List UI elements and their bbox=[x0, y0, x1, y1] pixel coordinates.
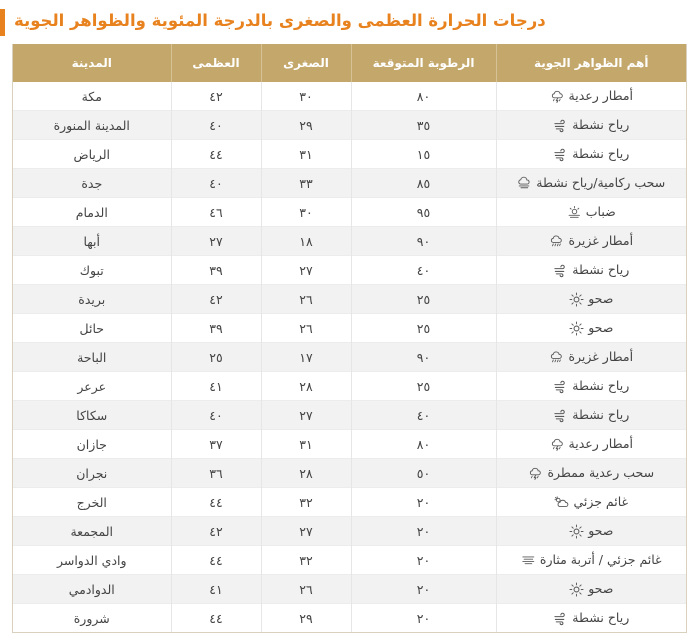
cell-city: الرياض bbox=[13, 140, 171, 169]
phenomena-label: رياح نشطة bbox=[572, 609, 630, 625]
table-row bbox=[13, 198, 686, 227]
phenomena-label: غائم جزئي bbox=[573, 493, 629, 509]
cell-city: الدمام bbox=[13, 198, 171, 227]
table-body bbox=[13, 82, 686, 632]
cell-city: المدينة المنورة bbox=[13, 111, 171, 140]
cell-min-temp: ٢٨ bbox=[261, 372, 351, 401]
phenomena-label: أمطار غزيرة bbox=[568, 232, 634, 248]
cell-city: الدوادمي bbox=[13, 575, 171, 604]
sun-icon bbox=[569, 292, 584, 307]
cell-humidity: ٣٥ bbox=[351, 111, 496, 140]
page-title-row bbox=[0, 0, 699, 44]
cell-min-temp: ٢٦ bbox=[261, 285, 351, 314]
cell-min-temp: ٣٣ bbox=[261, 169, 351, 198]
cell-city: جدة bbox=[13, 169, 171, 198]
table-row bbox=[13, 488, 686, 517]
cell-humidity: ٢٥ bbox=[351, 285, 496, 314]
cell-min-temp: ٣٢ bbox=[261, 546, 351, 575]
cell-city: أبها bbox=[13, 227, 171, 256]
table-header bbox=[13, 44, 686, 82]
table-row bbox=[13, 140, 686, 169]
cell-city: الباحة bbox=[13, 343, 171, 372]
cell-phenomena bbox=[496, 488, 686, 517]
cell-max-temp: ٣٩ bbox=[171, 256, 261, 285]
cell-city: المجمعة bbox=[13, 517, 171, 546]
wind-icon bbox=[553, 147, 568, 162]
fog-icon bbox=[567, 205, 582, 220]
table-row bbox=[13, 111, 686, 140]
cell-phenomena bbox=[496, 82, 686, 111]
wind-icon bbox=[553, 408, 568, 423]
cell-phenomena bbox=[496, 314, 686, 343]
cell-humidity: ٨٠ bbox=[351, 82, 496, 111]
sun-icon bbox=[569, 582, 584, 597]
table-row bbox=[13, 459, 686, 488]
cell-min-temp: ٢٦ bbox=[261, 314, 351, 343]
cell-max-temp: ٤٤ bbox=[171, 140, 261, 169]
cell-city: سكاكا bbox=[13, 401, 171, 430]
cell-max-temp: ٣٦ bbox=[171, 459, 261, 488]
cell-min-temp: ١٧ bbox=[261, 343, 351, 372]
cell-humidity: ٢٠ bbox=[351, 546, 496, 575]
cell-phenomena bbox=[496, 372, 686, 401]
phenomena-label: أمطار رعدية bbox=[568, 435, 633, 451]
cell-min-temp: ٣٠ bbox=[261, 82, 351, 111]
cell-phenomena bbox=[496, 459, 686, 488]
cell-phenomena bbox=[496, 111, 686, 140]
cell-humidity: ٩٥ bbox=[351, 198, 496, 227]
cell-humidity: ٥٠ bbox=[351, 459, 496, 488]
cell-max-temp: ٤٠ bbox=[171, 111, 261, 140]
cell-city: بريدة bbox=[13, 285, 171, 314]
cell-humidity: ٢٠ bbox=[351, 604, 496, 633]
cell-humidity: ٩٠ bbox=[351, 343, 496, 372]
dust-icon bbox=[521, 553, 536, 568]
table-row bbox=[13, 604, 686, 633]
cell-phenomena bbox=[496, 198, 686, 227]
cell-max-temp: ٢٧ bbox=[171, 227, 261, 256]
cell-phenomena bbox=[496, 575, 686, 604]
cell-humidity: ٢٥ bbox=[351, 372, 496, 401]
wind-icon bbox=[553, 118, 568, 133]
table-row bbox=[13, 227, 686, 256]
cell-max-temp: ٤٦ bbox=[171, 198, 261, 227]
cell-min-temp: ٣١ bbox=[261, 140, 351, 169]
cell-max-temp: ٤٠ bbox=[171, 401, 261, 430]
table-row bbox=[13, 372, 686, 401]
column-header-max: العظمى bbox=[171, 44, 261, 82]
column-header-city: المدينة bbox=[13, 44, 171, 82]
cell-min-temp: ٣٠ bbox=[261, 198, 351, 227]
cell-humidity: ٢٠ bbox=[351, 517, 496, 546]
table-row bbox=[13, 575, 686, 604]
table-row bbox=[13, 517, 686, 546]
cell-phenomena bbox=[496, 256, 686, 285]
weather-table bbox=[13, 44, 686, 632]
cell-min-temp: ٢٩ bbox=[261, 604, 351, 633]
phenomena-label: أمطار رعدية bbox=[568, 87, 633, 103]
heavy-rain-icon bbox=[549, 234, 564, 249]
thunderstorm-icon bbox=[550, 437, 565, 452]
cell-max-temp: ٤٤ bbox=[171, 604, 261, 633]
cell-max-temp: ٤١ bbox=[171, 372, 261, 401]
table-row bbox=[13, 546, 686, 575]
cell-min-temp: ١٨ bbox=[261, 227, 351, 256]
cell-city: نجران bbox=[13, 459, 171, 488]
cell-humidity: ٢٥ bbox=[351, 314, 496, 343]
table-row bbox=[13, 256, 686, 285]
cell-max-temp: ٤٤ bbox=[171, 488, 261, 517]
phenomena-label: رياح نشطة bbox=[572, 406, 630, 422]
cell-min-temp: ٢٧ bbox=[261, 401, 351, 430]
cell-humidity: ٢٠ bbox=[351, 488, 496, 517]
cell-min-temp: ٢٧ bbox=[261, 517, 351, 546]
cell-phenomena bbox=[496, 546, 686, 575]
cell-min-temp: ٣٢ bbox=[261, 488, 351, 517]
table-row bbox=[13, 82, 686, 111]
phenomena-label: سحب رعدية ممطرة bbox=[547, 464, 655, 480]
cell-phenomena bbox=[496, 401, 686, 430]
cell-phenomena bbox=[496, 285, 686, 314]
phenomena-label: رياح نشطة bbox=[572, 261, 630, 277]
phenomena-label: صحو bbox=[588, 522, 614, 538]
cell-max-temp: ٤٢ bbox=[171, 517, 261, 546]
cell-humidity: ٩٠ bbox=[351, 227, 496, 256]
cell-city: مكة bbox=[13, 82, 171, 111]
phenomena-label: صحو bbox=[588, 290, 614, 306]
cell-max-temp: ٣٩ bbox=[171, 314, 261, 343]
cell-city: الخرج bbox=[13, 488, 171, 517]
cell-phenomena bbox=[496, 169, 686, 198]
cell-city: شرورة bbox=[13, 604, 171, 633]
cell-max-temp: ٤٠ bbox=[171, 169, 261, 198]
column-header-humidity: الرطوبة المتوقعة bbox=[351, 44, 496, 82]
phenomena-label: سحب ركامية/رياح نشطة bbox=[536, 174, 666, 190]
cumulus-cloud-icon bbox=[517, 176, 532, 191]
phenomena-label: غائم جزئي / أتربة مثارة bbox=[539, 551, 662, 567]
cell-humidity: ٨٠ bbox=[351, 430, 496, 459]
cell-max-temp: ٣٧ bbox=[171, 430, 261, 459]
cell-min-temp: ٢٧ bbox=[261, 256, 351, 285]
phenomena-label: صحو bbox=[588, 580, 614, 596]
sun-icon bbox=[569, 321, 584, 336]
cell-min-temp: ٢٨ bbox=[261, 459, 351, 488]
cell-max-temp: ٤٢ bbox=[171, 82, 261, 111]
title-accent-bar bbox=[0, 9, 5, 36]
cell-humidity: ٢٠ bbox=[351, 575, 496, 604]
sun-icon bbox=[569, 524, 584, 539]
phenomena-label: رياح نشطة bbox=[572, 377, 630, 393]
thunderstorm-icon bbox=[550, 89, 565, 104]
heavy-rain-icon bbox=[549, 350, 564, 365]
column-header-min: الصغرى bbox=[261, 44, 351, 82]
cell-min-temp: ٢٦ bbox=[261, 575, 351, 604]
cell-humidity: ١٥ bbox=[351, 140, 496, 169]
wind-icon bbox=[553, 611, 568, 626]
phenomena-label: ضباب bbox=[585, 203, 616, 219]
cell-phenomena bbox=[496, 517, 686, 546]
cell-min-temp: ٣١ bbox=[261, 430, 351, 459]
cell-max-temp: ٤١ bbox=[171, 575, 261, 604]
cell-phenomena bbox=[496, 140, 686, 169]
cell-max-temp: ٤٤ bbox=[171, 546, 261, 575]
cell-city: تبوك bbox=[13, 256, 171, 285]
weather-table-container bbox=[12, 44, 687, 633]
cell-city: حائل bbox=[13, 314, 171, 343]
cell-max-temp: ٤٢ bbox=[171, 285, 261, 314]
table-row bbox=[13, 401, 686, 430]
phenomena-label: أمطار غزيرة bbox=[568, 348, 634, 364]
cell-min-temp: ٢٩ bbox=[261, 111, 351, 140]
table-row bbox=[13, 169, 686, 198]
cell-city: عرعر bbox=[13, 372, 171, 401]
partly-cloudy-icon bbox=[554, 495, 569, 510]
table-row bbox=[13, 314, 686, 343]
phenomena-label: رياح نشطة bbox=[572, 116, 630, 132]
phenomena-label: صحو bbox=[588, 319, 614, 335]
table-row bbox=[13, 285, 686, 314]
cell-humidity: ٤٠ bbox=[351, 256, 496, 285]
wind-icon bbox=[553, 379, 568, 394]
cell-humidity: ٨٥ bbox=[351, 169, 496, 198]
cell-phenomena bbox=[496, 604, 686, 633]
phenomena-label: رياح نشطة bbox=[572, 145, 630, 161]
cell-phenomena bbox=[496, 343, 686, 372]
column-header-phenomena: أهم الظواهر الجوية bbox=[496, 44, 686, 82]
wind-icon bbox=[553, 263, 568, 278]
table-row bbox=[13, 343, 686, 372]
cell-max-temp: ٢٥ bbox=[171, 343, 261, 372]
cell-city: جازان bbox=[13, 430, 171, 459]
cell-city: وادي الدواسر bbox=[13, 546, 171, 575]
cell-phenomena bbox=[496, 430, 686, 459]
thunderstorm-icon bbox=[528, 466, 543, 481]
table-row bbox=[13, 430, 686, 459]
cell-humidity: ٤٠ bbox=[351, 401, 496, 430]
table-header-row bbox=[13, 44, 686, 82]
cell-phenomena bbox=[496, 227, 686, 256]
page-title: درجات الحرارة العظمى والصغرى بالدرجة المئوية والظواهر الجوية bbox=[14, 10, 546, 30]
